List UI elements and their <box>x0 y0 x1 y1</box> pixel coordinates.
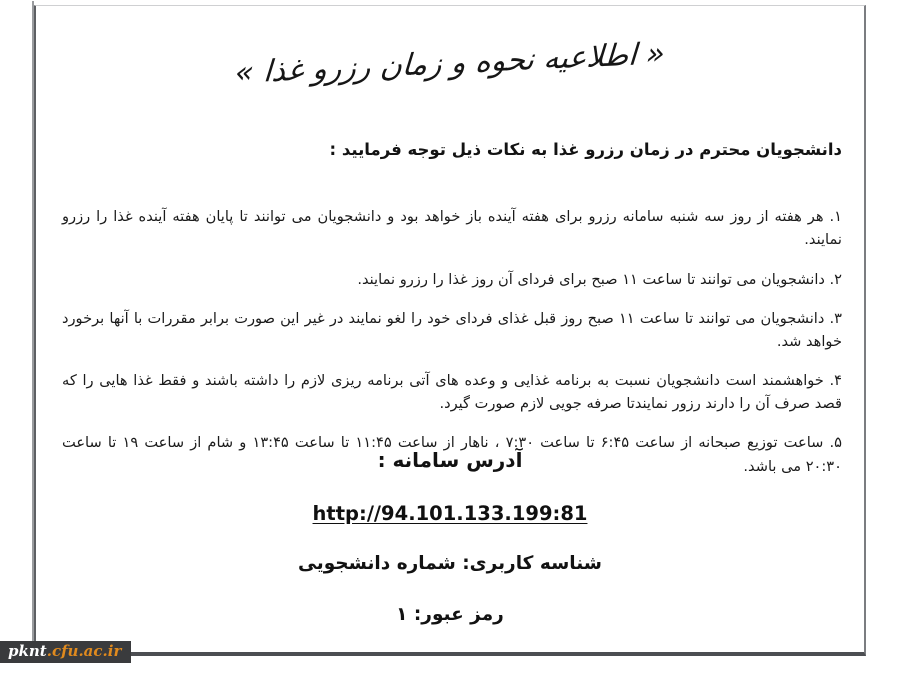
watermark-part2: cfu.ac.ir <box>51 642 122 660</box>
page-title: « اطلاعیه نحوه و زمان رزرو غذا » <box>234 36 666 91</box>
watermark-dot: . <box>46 642 52 660</box>
password-line: رمز عبور: ۱ <box>396 604 504 625</box>
username-line: شناسه کاربری: شماره دانشجویی <box>298 553 602 574</box>
note-item: ۵. ساعت توزیع صبحانه از ساعت ۶:۴۵ تا ساعت ۷:۳۰ ، ناهار از ساعت ۱۱:۴۵ تا ساعت ۱۳:۴۵ و شام از ساعت ۱۹ تا ساعت ۲۰:۳۰ می باشد. <box>62 434 842 475</box>
note-item: ۳. دانشجویان می توانند تا ساعت ۱۱ صبح روز قبل غذای فردای خود را لغو نمایند در غیر این صورت برابر مقررات با آنها برخورد خواهد شد. <box>62 309 842 351</box>
system-address-label: آدرس سامانه : <box>377 448 523 472</box>
paper-sheet <box>40 8 860 648</box>
note-item: ۴. خواهشمند است دانشجویان نسبت به برنامه غذایی و وعده های آتی برنامه ریزی لازم را داشته باشند و فقط غذا هایی را که قصد صرف آن را دارند رزور نمایندتا صرفه جویی لازم صورت گیرد. <box>62 371 842 413</box>
notes-list <box>62 190 842 478</box>
system-url-link[interactable]: http://94.101.133.199:81 <box>312 502 588 525</box>
intro-heading: دانشجویان محترم در زمان رزرو غذا به نکات ذیل توجه فرمایید : <box>329 140 842 159</box>
watermark-part1: pknt <box>8 642 47 660</box>
note-item: ۲. دانشجویان می توانند تا ساعت ۱۱ صبح برای فردای آن روز غذا را رزرو نمایند. <box>357 270 842 288</box>
note-item: ۱. هر هفته از روز سه شنبه سامانه رزرو برای هفته آینده باز خواهد بود و دانشجویان می توانند تا پایان هفته آینده غذا را رزرو نمایند. <box>62 207 842 249</box>
system-access-block <box>40 448 860 625</box>
site-watermark <box>0 641 131 663</box>
